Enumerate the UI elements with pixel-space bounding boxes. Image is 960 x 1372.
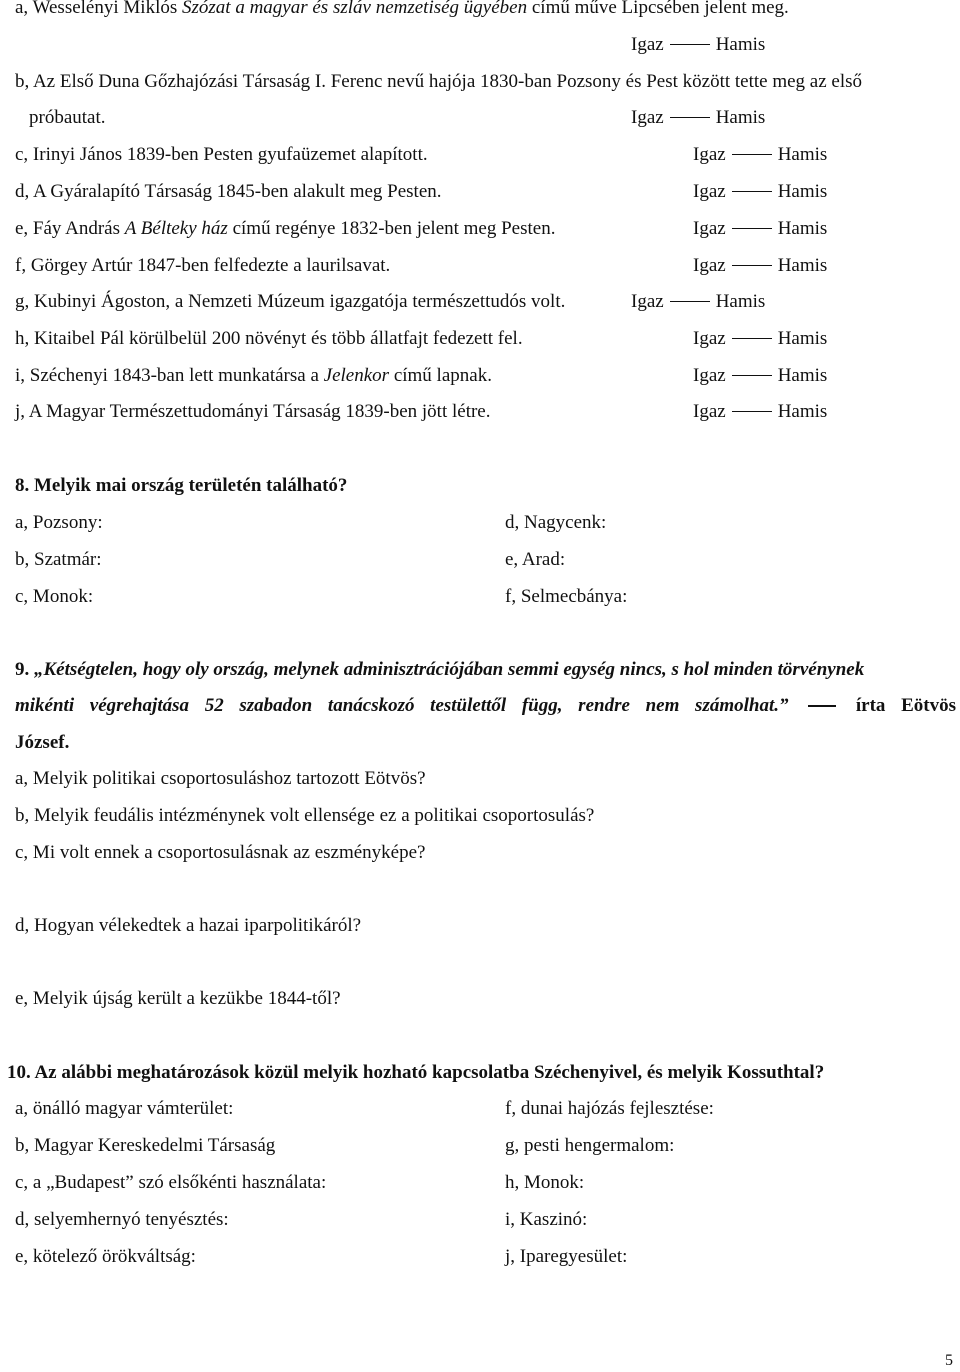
igaz-hamis-h <box>693 327 827 351</box>
dash-separator <box>670 117 710 118</box>
tf-item-i: i, Széchenyi 1843-ban lett munkatársa a Jelenkor című lapnak. <box>15 365 492 386</box>
hamis-option[interactable]: Hamis <box>777 401 828 422</box>
igaz-hamis-a <box>631 33 765 57</box>
q10-item-h: h, Monok: <box>505 1172 585 1193</box>
q10-item-b: b, Magyar Kereskedelmi Társaság <box>15 1135 276 1156</box>
hamis-option[interactable]: Hamis <box>777 144 828 165</box>
q10-item-j: j, Iparegyesület: <box>505 1246 628 1267</box>
dash-separator <box>732 338 772 339</box>
q8-item-e: e, Arad: <box>505 549 566 570</box>
q9-quote-line1: 9. „Kétségtelen, hogy oly ország, melynek adminisztrációjában semmi egység nincs, s hol minden törvénynek <box>15 659 865 680</box>
dash-separator <box>732 375 772 376</box>
q10-item-a: a, önálló magyar vámterület: <box>15 1098 234 1119</box>
dash-separator <box>732 411 772 412</box>
hamis-option[interactable]: Hamis <box>777 218 828 239</box>
q10-title: 10. Az alábbi meghatározások közül melyik hozható kapcsolatba Széchenyivel, és melyik Kossuthtal? <box>7 1062 825 1083</box>
igaz-option[interactable]: Igaz <box>693 255 726 276</box>
tf-item-e: e, Fáy András A Bélteky ház című regénye 1832-ben jelent meg Pesten. <box>15 218 556 239</box>
hamis-option[interactable]: Hamis <box>715 34 766 55</box>
tf-item-a: a, Wesselényi Miklós Szózat a magyar és szláv nemzetiség ügyében című műve Lipcsében jelent meg. <box>15 0 789 18</box>
q8-item-a: a, Pozsony: <box>15 512 103 533</box>
q10-item-g: g, pesti hengermalom: <box>505 1135 675 1156</box>
q10-item-d: d, selyemhernyó tenyésztés: <box>15 1209 229 1230</box>
q8-title: 8. Melyik mai ország területén található? <box>15 475 348 496</box>
hamis-option[interactable]: Hamis <box>715 107 766 128</box>
igaz-option[interactable]: Igaz <box>693 218 726 239</box>
q8-item-c: c, Monok: <box>15 586 94 607</box>
q8-item-d: d, Nagycenk: <box>505 512 607 533</box>
hamis-option[interactable]: Hamis <box>777 181 828 202</box>
tf-item-d: d, A Gyáralapító Társaság 1845-ben alakult meg Pesten. <box>15 181 442 202</box>
q9-author: József. <box>15 732 70 753</box>
igaz-option[interactable]: Igaz <box>631 291 664 312</box>
igaz-option[interactable]: Igaz <box>693 401 726 422</box>
q8-item-f: f, Selmecbánya: <box>505 586 628 607</box>
q9-question-d: d, Hogyan vélekedtek a hazai iparpolitikáról? <box>15 915 362 936</box>
igaz-hamis-e <box>693 217 827 241</box>
hamis-option[interactable]: Hamis <box>777 328 828 349</box>
hamis-option[interactable]: Hamis <box>715 291 766 312</box>
q10-item-e: e, kötelező örökváltság: <box>15 1246 196 1267</box>
igaz-hamis-j <box>693 400 827 424</box>
tf-item-h: h, Kitaibel Pál körülbelül 200 növényt és több állatfajt fedezett fel. <box>15 328 523 349</box>
igaz-hamis-b <box>631 106 765 130</box>
igaz-option[interactable]: Igaz <box>631 34 664 55</box>
dash-separator <box>732 154 772 155</box>
tf-item-g: g, Kubinyi Ágoston, a Nemzeti Múzeum igazgatója természettudós volt. <box>15 291 566 312</box>
igaz-hamis-d <box>693 180 827 204</box>
q10-item-i: i, Kaszinó: <box>505 1209 588 1230</box>
q9-question-b: b, Melyik feudális intézménynek volt ellensége ez a politikai csoportosulás? <box>15 805 595 826</box>
igaz-hamis-g <box>631 290 765 314</box>
igaz-option[interactable]: Igaz <box>631 107 664 128</box>
page-number: 5 <box>945 1352 953 1369</box>
igaz-option[interactable]: Igaz <box>693 365 726 386</box>
dash-separator <box>670 44 710 45</box>
q10-item-c: c, a „Budapest” szó elsőkénti használata: <box>15 1172 327 1193</box>
q9-question-a: a, Melyik politikai csoportosuláshoz tartozott Eötvös? <box>15 768 426 789</box>
q8-item-b: b, Szatmár: <box>15 549 102 570</box>
dash-separator <box>732 228 772 229</box>
igaz-option[interactable]: Igaz <box>693 181 726 202</box>
q9-question-e: e, Melyik újság került a kezükbe 1844-től? <box>15 988 341 1009</box>
tf-item-f: f, Görgey Artúr 1847-ben felfedezte a laurilsavat. <box>15 255 391 276</box>
dash-separator <box>732 265 772 266</box>
hamis-option[interactable]: Hamis <box>777 365 828 386</box>
tf-item-c: c, Irinyi János 1839-ben Pesten gyufaüzemet alapított. <box>15 144 428 165</box>
dash-separator <box>670 301 710 302</box>
igaz-hamis-c <box>693 143 827 167</box>
igaz-option[interactable]: Igaz <box>693 328 726 349</box>
igaz-option[interactable]: Igaz <box>693 144 726 165</box>
q9-quote-line2: mikénti végrehajtása 52 szabadon tanácskozó testülettől függ, rendre nem számolhat.” írta Eötvös <box>15 695 956 716</box>
igaz-hamis-i <box>693 364 827 388</box>
q9-question-c: c, Mi volt ennek a csoportosulásnak az eszményképe? <box>15 842 426 863</box>
q10-item-f: f, dunai hajózás fejlesztése: <box>505 1098 714 1119</box>
tf-item-j: j, A Magyar Természettudományi Társaság 1839-ben jött létre. <box>15 401 491 422</box>
tf-item-b: b, Az Első Duna Gőzhajózási Társaság I. Ferenc nevű hajója 1830-ban Pozsony és Pest között tette meg az első <box>15 71 863 92</box>
igaz-hamis-f <box>693 254 827 278</box>
hamis-option[interactable]: Hamis <box>777 255 828 276</box>
tf-item-b-cont: próbautat. <box>29 107 106 128</box>
dash-separator <box>732 191 772 192</box>
dash-separator <box>808 705 836 707</box>
